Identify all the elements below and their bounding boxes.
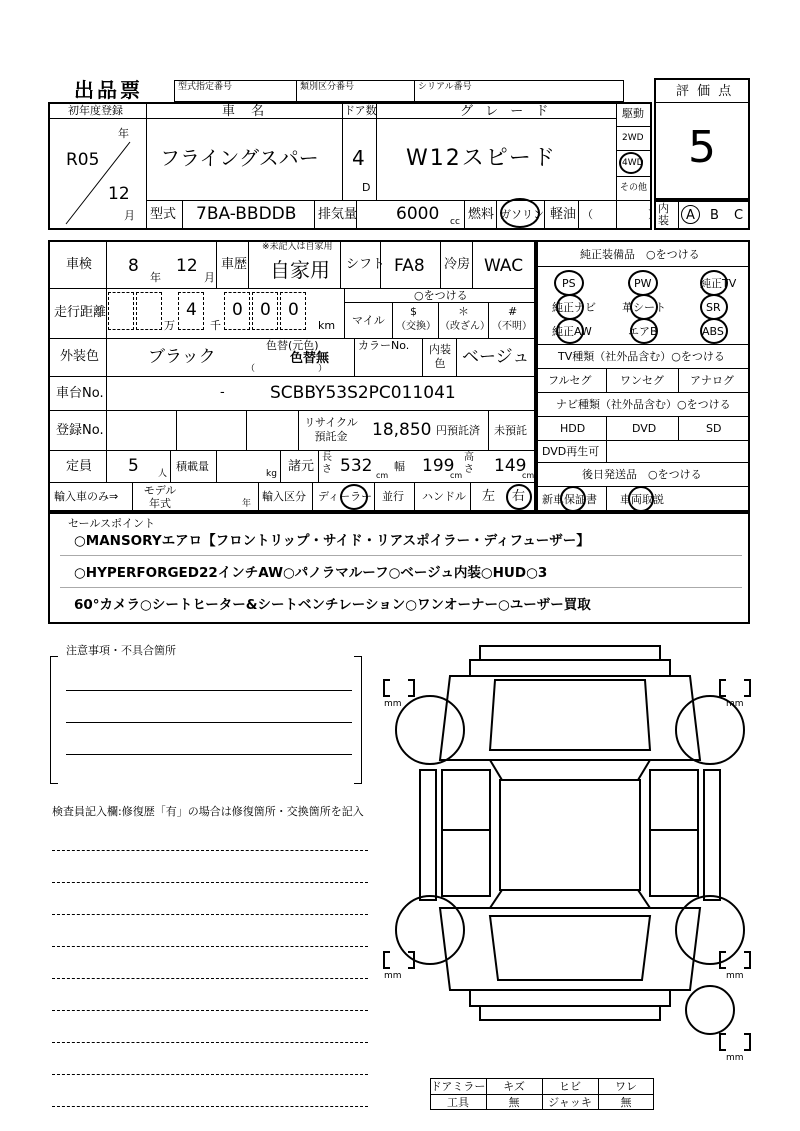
handle-right-circle xyxy=(506,484,532,510)
load-label: 積載量 xyxy=(176,460,209,473)
interior-label: 内装 xyxy=(658,202,669,227)
recycle-paid: 円預託済 xyxy=(436,424,480,437)
model-label: 型式 xyxy=(150,207,177,222)
inspector-line xyxy=(52,882,368,883)
navi-sd: SD xyxy=(706,422,722,435)
equipment-title: 純正装備品 ○をつける xyxy=(580,248,700,261)
caution-bracket-right xyxy=(354,656,362,784)
drive-other: その他 xyxy=(620,183,648,193)
capacity-value: 5 xyxy=(128,456,139,476)
score-value: 5 xyxy=(688,122,716,173)
mileage-label: 走行距離 xyxy=(54,305,107,320)
int-color-value: ベージュ xyxy=(462,347,530,367)
height-label: 高さ xyxy=(464,452,474,475)
exchange-sym: $ xyxy=(410,305,417,318)
color-label: 外装色 xyxy=(60,349,100,364)
mileage-digit-1 xyxy=(108,292,134,330)
km-unit: km xyxy=(318,319,336,332)
car-wheel-rl xyxy=(396,896,464,964)
car-rear-bumper xyxy=(480,1006,660,1020)
kg-unit: kg xyxy=(266,469,277,479)
legend-mirror: ドアミラー xyxy=(430,1080,486,1093)
inspection-year-unit: 年 xyxy=(150,271,161,284)
width-label: 幅 xyxy=(394,460,405,473)
car-door-rr xyxy=(650,830,698,896)
sales-line-2: ○HYPERFORGED22インチAW○パノラマルーフ○ベージュ内装○HUD○3 xyxy=(74,565,548,581)
car-diagram xyxy=(380,640,760,1080)
legend-jack-value: 無 xyxy=(620,1096,632,1109)
dim-label: 諸元 xyxy=(288,459,315,474)
int-color-label: 内装色 xyxy=(429,343,451,370)
man-unit: 万 xyxy=(164,319,175,332)
tv-title: TV種類（社外品含む）○をつける xyxy=(558,350,725,363)
sen-unit: 千 xyxy=(210,319,221,332)
history-note: ※未記入は自家用 xyxy=(262,242,333,252)
equip-pw: PW xyxy=(634,277,652,290)
year-unit: 年 xyxy=(118,127,129,140)
chassis-dash: - xyxy=(220,385,225,400)
fuel-other-paren: （ ） xyxy=(582,208,659,221)
car-door-rl xyxy=(442,830,490,896)
score-label: 評 価 点 xyxy=(676,84,734,99)
inspector-line xyxy=(52,850,368,851)
handle-label: ハンドル xyxy=(422,490,466,503)
recycle-amount: 18,850 xyxy=(372,420,432,440)
equip-tv: 純正TV xyxy=(700,277,737,290)
serial-no-label: シリアル番号 xyxy=(418,82,472,92)
altered-sym: ＊ xyxy=(458,305,469,318)
drive-4wd: 4WD xyxy=(622,158,644,168)
legend-tools: 工具 xyxy=(447,1096,469,1109)
doors-value: 4 xyxy=(352,146,365,170)
legend-tools-value: 無 xyxy=(508,1096,520,1109)
length-cm: cm xyxy=(376,471,389,480)
interior-b: B xyxy=(710,208,719,223)
inspector-label: 検査員記入欄:修復歴「有」の場合は修復箇所・交換箇所を記入 xyxy=(52,805,364,818)
inspector-line xyxy=(52,978,368,979)
car-spare-tire xyxy=(686,986,734,1034)
car-trunk xyxy=(440,908,700,990)
inspector-line xyxy=(52,1010,368,1011)
car-door-fr xyxy=(650,770,698,830)
equip-ps: PS xyxy=(562,277,576,290)
car-hood xyxy=(440,676,700,760)
mm-unit-rl: mm xyxy=(384,971,402,981)
fuel-gasoline-circle xyxy=(500,198,540,228)
equip-navi-circle xyxy=(556,294,584,320)
car-rear-panel xyxy=(470,990,670,1006)
equip-leather-circle xyxy=(630,294,658,320)
exchange-label: （交換） xyxy=(396,321,436,332)
equip-leather: 革シート xyxy=(622,301,666,314)
equip-tv-circle xyxy=(700,270,728,296)
sales-point-label: セールスポイント xyxy=(68,517,156,530)
inspector-line xyxy=(52,1042,368,1043)
equip-aw: 純正AW xyxy=(552,325,592,338)
mm-unit-fl: mm xyxy=(384,699,402,709)
history-value: 自家用 xyxy=(270,258,330,282)
chassis-label: 車台No. xyxy=(56,386,104,401)
legend-jack: ジャッキ xyxy=(548,1096,592,1109)
later-title: 後日発送品 ○をつける xyxy=(582,468,702,481)
displacement-label: 排気量 xyxy=(318,207,358,222)
fuel-gasoline: ガソリン xyxy=(500,208,544,221)
tv-oneseg: ワンセグ xyxy=(620,374,664,387)
length-label: 長さ xyxy=(322,452,332,475)
door-suffix: D xyxy=(362,181,371,194)
inspector-line xyxy=(52,1074,368,1075)
tv-analog: アナログ xyxy=(690,374,734,387)
width-cm: cm xyxy=(450,471,463,480)
inspector-line xyxy=(52,914,368,915)
height-value: 149 xyxy=(494,456,527,476)
car-rear-window xyxy=(490,890,650,908)
inspector-line xyxy=(52,946,368,947)
sales-line-3: 60°カメラ○シートヒーター&シートベンチレーション○ワンオーナー○ユーザー買取 xyxy=(74,597,591,613)
interior-c: C xyxy=(734,208,744,223)
dvd-play: DVD再生可 xyxy=(542,445,600,458)
equip-navi: 純正ナビ xyxy=(552,301,596,314)
first-reg-label: 初年度登録 xyxy=(68,104,123,117)
inspector-line xyxy=(52,1106,368,1107)
repaint-paren: （ ） xyxy=(246,364,328,374)
reg-no-label: 登録No. xyxy=(56,423,104,438)
fuel-diesel: 軽油 xyxy=(550,207,577,222)
legend-scratch: キズ xyxy=(503,1080,525,1093)
mm-unit-spare: mm xyxy=(726,1053,744,1063)
car-door-fl xyxy=(442,770,490,830)
inspection-year: 8 xyxy=(128,256,139,276)
import-parallel: 並行 xyxy=(382,490,404,503)
mileage-digit-2 xyxy=(136,292,162,330)
equip-aw-circle xyxy=(556,318,584,344)
interior-a-circle xyxy=(681,205,700,224)
model-year-label: モデル年式 xyxy=(143,484,177,510)
caution-bracket-left xyxy=(50,656,58,784)
sales-line-1: ○MANSORYエアロ【フロントリップ・サイド・リアスポイラー・ディフューザー】 xyxy=(74,533,590,549)
equip-sr: SR xyxy=(706,301,721,314)
color-value: ブラック xyxy=(148,347,216,367)
car-sill-right xyxy=(704,770,720,900)
import-dealer: ディーラー xyxy=(318,490,373,503)
interior-a: A xyxy=(686,208,695,223)
capacity-label: 定員 xyxy=(66,459,93,474)
import-only-label: 輸入車のみ⇒ xyxy=(54,490,119,503)
repaint-label: 色替(元色) xyxy=(266,339,319,352)
inspection-month-unit: 月 xyxy=(204,271,215,284)
month-unit: 月 xyxy=(124,209,135,222)
equip-airbag: エアB xyxy=(628,325,658,338)
navi-dvd: DVD xyxy=(632,422,657,435)
equip-pw-circle xyxy=(628,270,658,296)
equip-sr-circle xyxy=(700,294,728,320)
ac-value: WAC xyxy=(484,256,524,276)
person-unit: 人 xyxy=(158,469,168,479)
handle-right: 右 xyxy=(512,489,526,504)
tv-fullseg: フルセグ xyxy=(548,374,592,387)
shift-label: シフト xyxy=(346,257,386,272)
mm-unit-rr: mm xyxy=(726,971,744,981)
width-value: 199 xyxy=(422,456,455,476)
caution-label: 注意事項・不具合箇所 xyxy=(66,644,176,657)
recycle-unpaid: 未預託 xyxy=(494,424,527,437)
length-value: 532 xyxy=(340,456,373,476)
car-wheel-fl xyxy=(396,696,464,764)
navi-hdd: HDD xyxy=(560,422,586,435)
class-no-label: 類別区分番号 xyxy=(300,82,355,92)
height-cm: cm xyxy=(522,471,535,480)
legend-crack: ヒビ xyxy=(559,1080,581,1093)
car-front-panel xyxy=(470,660,670,676)
mm-unit-fr: mm xyxy=(726,699,744,709)
grade-label: グ レ ー ド xyxy=(460,104,553,119)
car-sill-left xyxy=(420,770,436,900)
equip-abs-circle xyxy=(700,318,728,344)
shift-value: FA8 xyxy=(394,256,425,276)
equip-ps-circle xyxy=(554,270,584,296)
displacement-value: 6000 xyxy=(396,204,440,224)
mileage-mark-note: ○をつける xyxy=(414,289,468,302)
handle-left: 左 xyxy=(482,489,496,504)
cc-unit: cc xyxy=(450,217,460,227)
unknown-label: （不明） xyxy=(492,321,532,332)
fuel-label: 燃料 xyxy=(468,207,495,222)
first-reg-era-year: R05 xyxy=(66,150,100,170)
history-label: 車歴 xyxy=(221,257,248,272)
recycle-label: リサイクル預託金 xyxy=(304,416,358,443)
drive-4wd-circle xyxy=(619,152,643,174)
later-manual: 車両取説 xyxy=(620,493,664,506)
color-no-label: カラーNo. xyxy=(358,339,410,352)
equip-airbag-circle xyxy=(630,318,658,344)
car-windshield xyxy=(490,760,650,780)
model-value: 7BA-BBDDB xyxy=(196,204,297,224)
doors-label: ドア数 xyxy=(344,104,377,117)
sheet-title: 出品票 xyxy=(74,78,143,102)
chassis-value: SCBBY53S2PC011041 xyxy=(270,383,456,403)
equip-abs: ABS xyxy=(702,325,724,338)
later-warranty: 新車保証書 xyxy=(542,493,597,506)
model-year-unit: 年 xyxy=(242,499,252,509)
mileage-digits: 4 0 0 0 万 千 km xyxy=(108,292,338,334)
navi-title: ナビ種類（社外品含む）○をつける xyxy=(556,398,731,411)
car-name: フライングスパー xyxy=(160,146,319,170)
id-strip xyxy=(174,80,624,102)
first-reg-month: 12 xyxy=(108,184,130,204)
altered-label: （改ざん） xyxy=(440,321,490,332)
car-name-label: 車 名 xyxy=(222,104,271,119)
later-manual-circle xyxy=(628,486,654,512)
unknown-sym: # xyxy=(508,305,518,318)
inspection-label: 車検 xyxy=(66,257,93,272)
ac-label: 冷房 xyxy=(444,257,471,272)
car-wheel-rr xyxy=(676,896,744,964)
car-roof xyxy=(500,780,640,890)
type-no-label: 型式指定番号 xyxy=(178,82,233,92)
inspection-month: 12 xyxy=(176,256,198,276)
legend-break: ワレ xyxy=(615,1080,637,1093)
drive-2wd: 2WD xyxy=(622,133,644,143)
dealer-circle xyxy=(340,484,368,510)
repaint-value: 色替無 xyxy=(290,351,330,366)
car-front-bumper xyxy=(480,646,660,660)
later-warranty-circle xyxy=(560,486,586,512)
import-type-label: 輸入区分 xyxy=(262,490,306,503)
drive-label: 駆動 xyxy=(622,107,644,120)
grade-value: W12スピード xyxy=(406,146,557,171)
mile-label: マイル xyxy=(352,314,385,327)
